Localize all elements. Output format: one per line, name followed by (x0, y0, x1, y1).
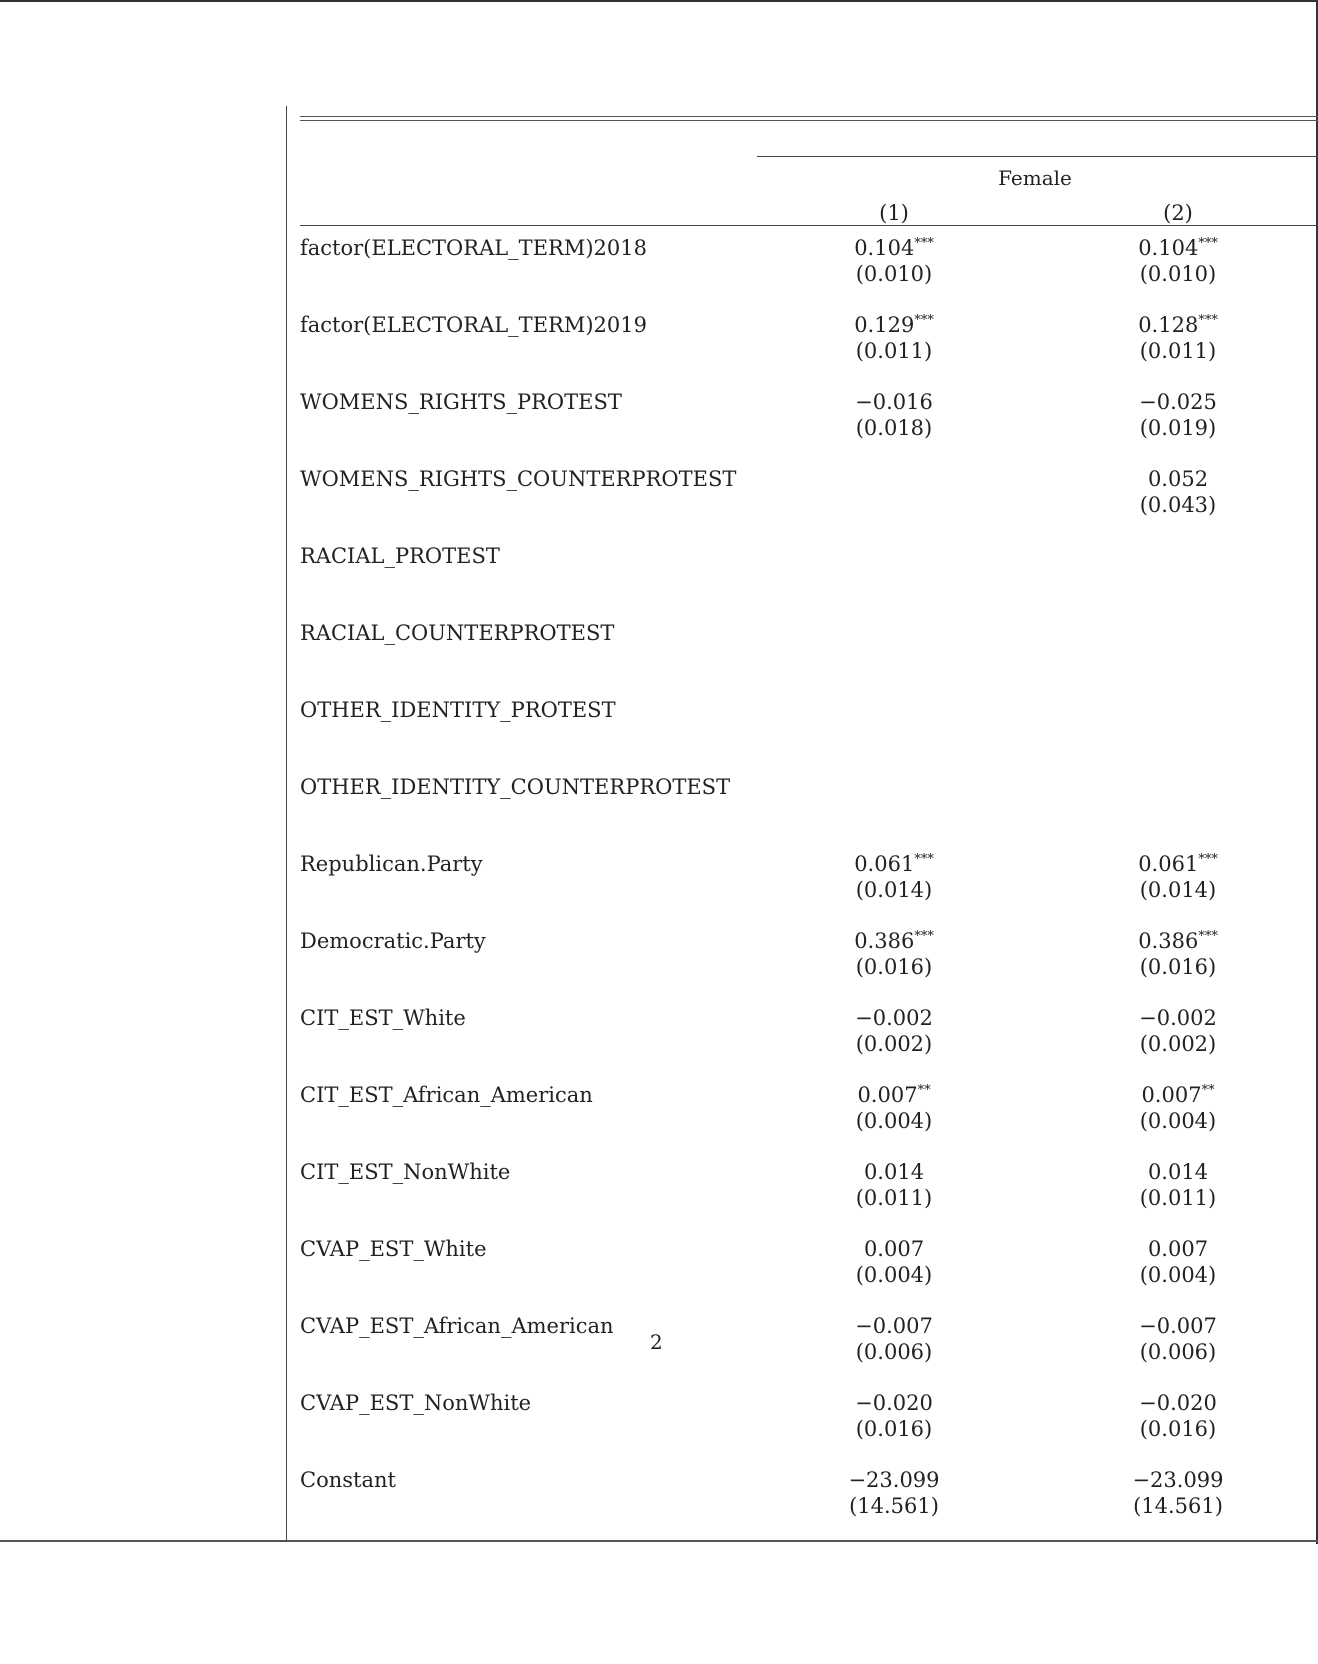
coefficient-value: −23.099 (1132, 1468, 1224, 1492)
coefficient-value: −0.020 (1139, 1391, 1217, 1415)
standard-error-c1: (0.006) (855, 1340, 933, 1364)
group-header-rule (757, 156, 1318, 157)
standard-error-c2: (0.043) (1139, 493, 1217, 517)
coefficient-c1 (794, 1313, 994, 1339)
row-label: CIT_EST_NonWhite (300, 1160, 511, 1184)
significance-stars: *** (914, 236, 934, 251)
coefficient-value: 0.104 (1138, 236, 1199, 260)
significance-stars: *** (914, 852, 934, 867)
group-header-female: Female (998, 166, 1072, 190)
standard-error-c1: (0.004) (855, 1109, 933, 1133)
page-border-top (0, 0, 1318, 2)
row-label: factor(ELECTORAL_TERM)2019 (300, 313, 647, 337)
coefficient-value: −0.007 (1139, 1314, 1217, 1338)
coefficient-value: 0.007 (1147, 1237, 1209, 1261)
standard-error-c1: (0.011) (855, 339, 933, 363)
row-label: WOMENS_RIGHTS_PROTEST (300, 390, 622, 414)
row-label: RACIAL_COUNTERPROTEST (300, 621, 615, 645)
coefficient-value: 0.129 (854, 313, 915, 337)
significance-stars: *** (1198, 236, 1218, 251)
standard-error-c1: (0.014) (855, 878, 933, 902)
significance-stars: ** (917, 1083, 931, 1098)
coefficient-value: −23.099 (848, 1468, 940, 1492)
coefficient-value: 0.014 (863, 1160, 925, 1184)
coefficient-c1 (794, 1467, 994, 1493)
column-header-1: (1) (879, 201, 909, 225)
significance-stars: ** (1201, 1083, 1215, 1098)
coefficient-value: −0.002 (855, 1006, 933, 1030)
coefficient-value: 0.061 (854, 852, 915, 876)
table-top-rule-second (300, 120, 1318, 121)
standard-error-c2: (0.019) (1139, 416, 1217, 440)
coefficient-c1 (794, 1236, 994, 1262)
coefficient-c1 (794, 928, 994, 954)
coefficient-c2 (1078, 1082, 1278, 1108)
coefficient-c2 (1078, 466, 1278, 492)
coefficient-value: −0.007 (855, 1314, 933, 1338)
standard-error-c2: (0.010) (1139, 262, 1217, 286)
standard-error-c1: (0.016) (855, 955, 933, 979)
coefficient-c1 (794, 1390, 994, 1416)
significance-stars: *** (914, 313, 934, 328)
row-label: CIT_EST_White (300, 1006, 466, 1030)
coefficient-c2 (1078, 1159, 1278, 1185)
coefficient-value: 0.014 (1147, 1160, 1209, 1184)
row-label: CVAP_EST_African_American (300, 1314, 614, 1338)
significance-stars: *** (1198, 929, 1218, 944)
page-number: 2 (650, 1330, 663, 1354)
coefficient-c1 (794, 389, 994, 415)
standard-error-c1: (0.002) (855, 1032, 933, 1056)
coefficient-value: 0.104 (854, 236, 915, 260)
standard-error-c2: (0.004) (1139, 1263, 1217, 1287)
standard-error-c2: (0.016) (1139, 955, 1217, 979)
table-top-rule (300, 116, 1318, 117)
coefficient-value: 0.386 (854, 929, 915, 953)
coefficient-value: 0.052 (1147, 467, 1209, 491)
coefficient-value: 0.007 (1141, 1083, 1202, 1107)
coefficient-c2 (1078, 928, 1278, 954)
coefficient-c2 (1078, 1390, 1278, 1416)
coefficient-c1 (794, 851, 994, 877)
coefficient-c1 (794, 1082, 994, 1108)
coefficient-c2 (1078, 389, 1278, 415)
significance-stars: *** (1198, 852, 1218, 867)
row-label: CIT_EST_African_American (300, 1083, 593, 1107)
coefficient-c2 (1078, 1005, 1278, 1031)
coefficient-c2 (1078, 851, 1278, 877)
standard-error-c1: (0.004) (855, 1263, 933, 1287)
standard-error-c1: (14.561) (849, 1494, 939, 1518)
standard-error-c2: (0.011) (1139, 1186, 1217, 1210)
coefficient-value: −0.016 (855, 390, 933, 414)
coefficient-c1 (794, 1159, 994, 1185)
coefficient-c1 (794, 312, 994, 338)
row-label: factor(ELECTORAL_TERM)2018 (300, 236, 647, 260)
coefficient-c2 (1078, 1313, 1278, 1339)
row-label: WOMENS_RIGHTS_COUNTERPROTEST (300, 467, 737, 491)
standard-error-c2: (0.016) (1139, 1417, 1217, 1441)
coefficient-value: 0.128 (1138, 313, 1199, 337)
significance-stars: *** (1198, 313, 1218, 328)
coefficient-c2 (1078, 312, 1278, 338)
coefficient-value: 0.386 (1138, 929, 1199, 953)
column-header-2: (2) (1163, 201, 1193, 225)
coefficient-value: 0.007 (857, 1083, 918, 1107)
standard-error-c1: (0.018) (855, 416, 933, 440)
standard-error-c2: (0.006) (1139, 1340, 1217, 1364)
row-label: RACIAL_PROTEST (300, 544, 500, 568)
coefficient-c2 (1078, 235, 1278, 261)
row-label: Constant (300, 1468, 396, 1492)
standard-error-c1: (0.011) (855, 1186, 933, 1210)
significance-stars: *** (914, 929, 934, 944)
standard-error-c1: (0.016) (855, 1417, 933, 1441)
standard-error-c2: (0.014) (1139, 878, 1217, 902)
coefficient-c2 (1078, 1467, 1278, 1493)
row-label: OTHER_IDENTITY_PROTEST (300, 698, 616, 722)
row-label: OTHER_IDENTITY_COUNTERPROTEST (300, 775, 731, 799)
standard-error-c2: (0.004) (1139, 1109, 1217, 1133)
coefficient-c1 (794, 1005, 994, 1031)
coefficient-value: 0.061 (1138, 852, 1199, 876)
coefficient-value: 0.007 (863, 1237, 925, 1261)
coefficient-value: −0.025 (1139, 390, 1217, 414)
row-label: Democratic.Party (300, 929, 486, 953)
page-margin-rule (286, 106, 287, 1542)
row-label: CVAP_EST_NonWhite (300, 1391, 532, 1415)
coefficient-c2 (1078, 1236, 1278, 1262)
standard-error-c2: (0.011) (1139, 339, 1217, 363)
coefficient-c1 (794, 235, 994, 261)
row-label: Republican.Party (300, 852, 483, 876)
standard-error-c2: (14.561) (1133, 1494, 1223, 1518)
standard-error-c2: (0.002) (1139, 1032, 1217, 1056)
standard-error-c1: (0.010) (855, 262, 933, 286)
coefficient-value: −0.020 (855, 1391, 933, 1415)
row-label: CVAP_EST_White (300, 1237, 487, 1261)
page-border-bottom (0, 1540, 1318, 1542)
coefficient-value: −0.002 (1139, 1006, 1217, 1030)
